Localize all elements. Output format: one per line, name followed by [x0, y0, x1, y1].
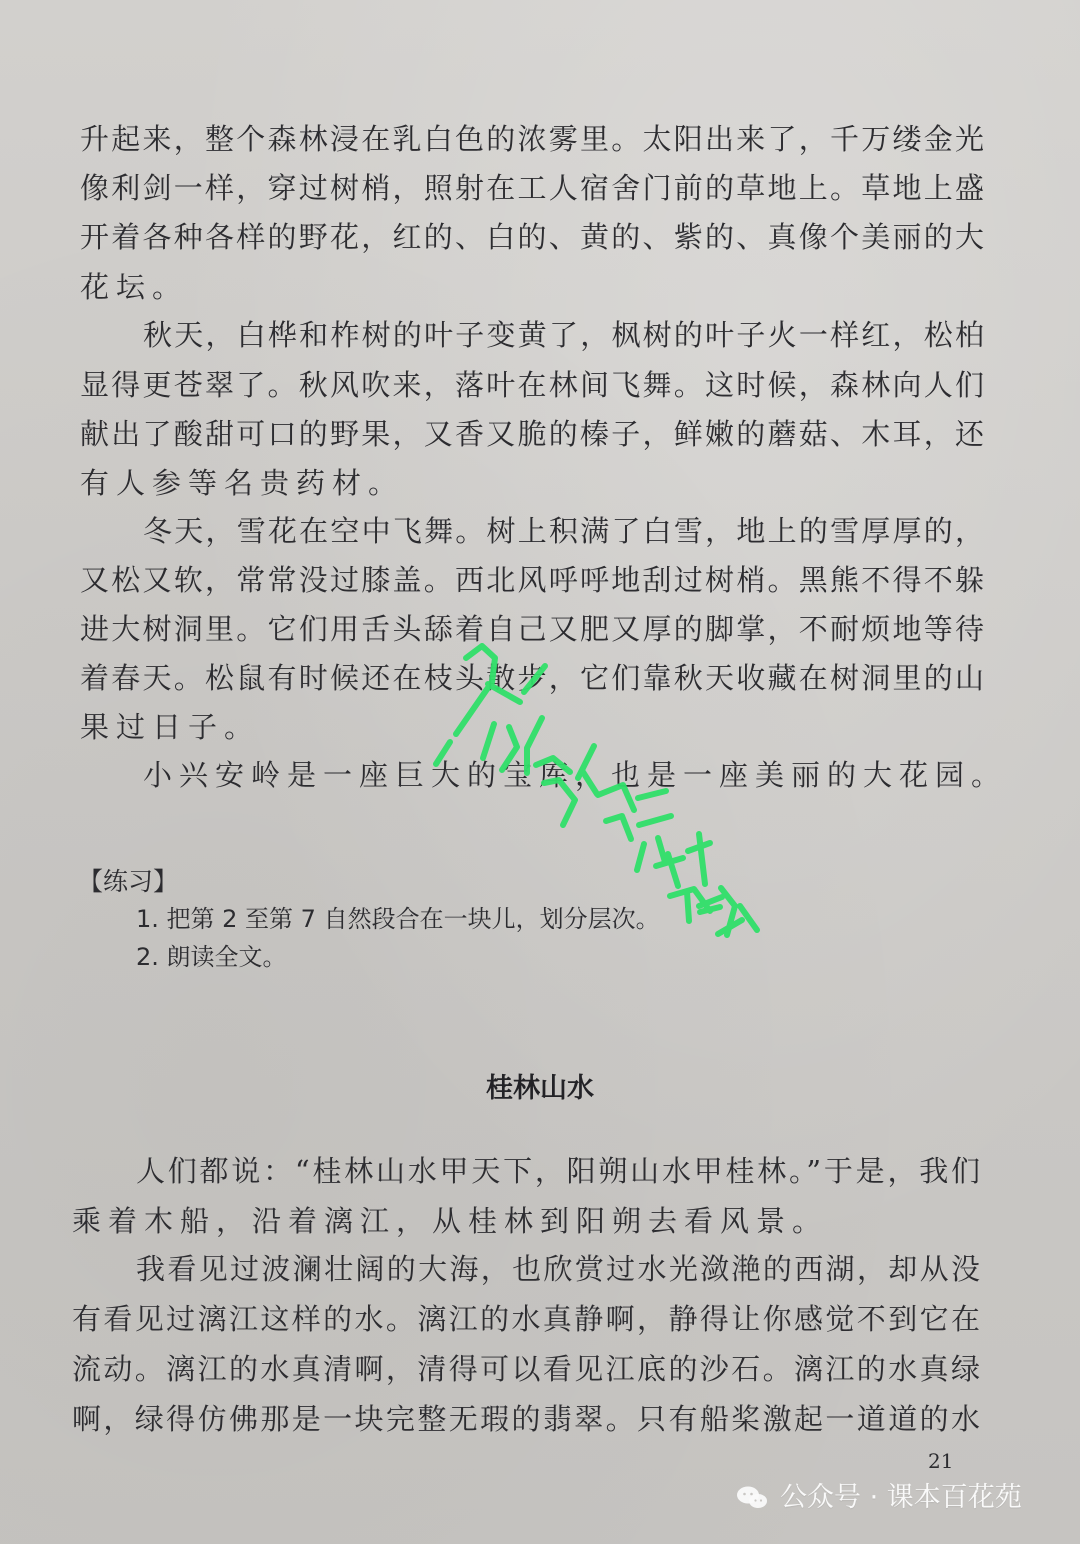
guilin-line-3: 我看见过波澜壮阔的大海，也欣赏过水光潋滟的西湖，却从没	[136, 1252, 980, 1286]
exercise-item-1: 1. 把第 2 至第 7 自然段合在一块儿，划分层次。	[136, 905, 660, 933]
paragraph-line-11: 进大树洞里。它们用舌头舔着自己又肥又厚的脚掌，不耐烦地等待	[80, 612, 984, 646]
paragraph-line-13: 果过日子。	[80, 710, 261, 744]
paragraph-line-7: 献出了酸甜可口的野果，又香又脆的榛子，鲜嫩的蘑菇、木耳，还	[80, 417, 984, 451]
section-title: 桂林山水	[486, 1073, 594, 1104]
paragraph-line-5: 秋天，白桦和柞树的叶子变黄了，枫树的叶子火一样红，松柏	[143, 318, 984, 352]
guilin-line-4: 有看见过漓江这样的水。漓江的水真静啊，静得让你感觉不到它在	[72, 1302, 980, 1336]
paragraph-line-8: 有人参等名贵药材。	[80, 466, 405, 500]
paragraph-line-3: 开着各种各样的野花，红的、白的、黄的、紫的、真像个美丽的大	[80, 220, 984, 254]
paragraph-line-14: 小兴安岭是一座巨大的宝库，也是一座美丽的大花园。	[143, 758, 1008, 792]
paragraph-line-12: 着春天。松鼠有时候还在枝头散步，它们靠秋天收藏在树洞里的山	[80, 661, 984, 695]
wechat-icon	[734, 1484, 770, 1512]
exercise-item-2: 2. 朗读全文。	[136, 943, 287, 971]
paragraph-line-10: 又松又软，常常没过膝盖。西北风呼呼地刮过树梢。黑熊不得不躲	[80, 563, 984, 597]
guilin-line-6: 啊，绿得仿佛那是一块完整无瑕的翡翠。只有船桨激起一道道的水	[72, 1402, 980, 1436]
paragraph-line-6: 显得更苍翠了。秋风吹来，落叶在林间飞舞。这时候，森林向人们	[80, 368, 984, 402]
watermark-text: 公众号 · 课本百花苑	[780, 1482, 1022, 1513]
guilin-line-2: 乘着木船，沿着漓江，从桂林到阳朔去看风景。	[72, 1204, 829, 1238]
exercise-heading: 【练习】	[78, 867, 179, 896]
paragraph-line-4: 花坛。	[80, 270, 189, 304]
wechat-watermark	[734, 1481, 1022, 1515]
paragraph-line-9: 冬天，雪花在空中飞舞。树上积满了白雪，地上的雪厚厚的，	[143, 514, 984, 548]
paragraph-line-2: 像利剑一样，穿过树梢，照射在工人宿舍门前的草地上。草地上盛	[80, 171, 984, 205]
paragraph-line-1: 升起来，整个森林浸在乳白色的浓雾里。太阳出来了，千万缕金光	[80, 122, 984, 156]
guilin-line-1: 人们都说：“桂林山水甲天下，阳朔山水甲桂林。”于是，我们	[136, 1154, 980, 1188]
guilin-line-5: 流动。漓江的水真清啊，清得可以看见江底的沙石。漓江的水真绿	[72, 1352, 980, 1386]
page-number: 21	[928, 1449, 954, 1473]
